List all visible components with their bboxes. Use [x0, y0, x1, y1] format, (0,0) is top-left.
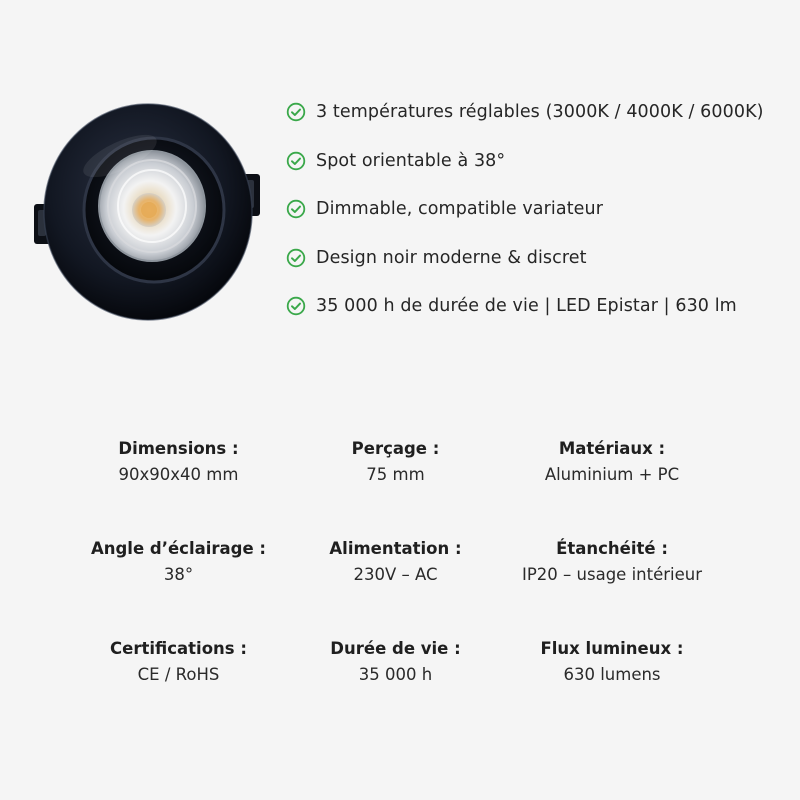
check-circle-icon	[286, 248, 306, 268]
spec-value: 90x90x40 mm	[118, 465, 239, 484]
spec-label: Étanchéité :	[556, 539, 668, 558]
spec-label: Durée de vie :	[330, 639, 461, 658]
spec-value: CE / RoHS	[137, 665, 220, 684]
feature-item	[286, 290, 786, 322]
specs-grid	[70, 436, 720, 736]
spec-dimensions	[70, 436, 287, 536]
check-circle-icon	[286, 199, 306, 219]
spec-power-supply	[287, 536, 504, 636]
spec-label: Certifications :	[110, 639, 247, 658]
check-circle-icon	[286, 151, 306, 171]
check-circle-icon	[286, 296, 306, 316]
spec-label: Perçage :	[351, 439, 440, 458]
spec-value: 35 000 h	[358, 665, 433, 684]
product-image	[28, 92, 268, 327]
feature-text: 35 000 h de durée de vie | LED Epistar | 630 lm	[316, 296, 737, 316]
spec-label: Matériaux :	[558, 439, 666, 458]
spec-beam-angle	[70, 536, 287, 636]
feature-item	[286, 242, 786, 274]
spec-value: 75 mm	[366, 465, 425, 484]
check-circle-icon	[286, 102, 306, 122]
spec-value: 38°	[163, 565, 194, 584]
spec-certifications	[70, 636, 287, 736]
spec-value: 230V – AC	[353, 565, 438, 584]
feature-item	[286, 96, 786, 128]
feature-item	[286, 193, 786, 225]
spec-materials	[504, 436, 720, 536]
spec-drilling	[287, 436, 504, 536]
spec-label: Flux lumineux :	[540, 639, 684, 658]
spec-value: Aluminium + PC	[544, 465, 680, 484]
spec-label: Alimentation :	[329, 539, 462, 558]
spec-waterproofing	[504, 536, 720, 636]
feature-text: 3 températures réglables (3000K / 4000K / 6000K)	[316, 102, 764, 122]
feature-item	[286, 145, 786, 177]
recessed-spotlight-illustration	[28, 92, 268, 327]
feature-text: Design noir moderne & discret	[316, 247, 587, 268]
feature-text: Spot orientable à 38°	[316, 150, 506, 171]
feature-list	[286, 96, 786, 339]
spec-value: IP20 – usage intérieur	[521, 565, 702, 584]
spec-label: Angle d’éclairage :	[90, 539, 267, 558]
spec-luminous-flux	[504, 636, 720, 736]
spec-lifespan	[287, 636, 504, 736]
feature-text: Dimmable, compatible variateur	[316, 199, 604, 219]
spec-label: Dimensions :	[118, 439, 239, 458]
spec-value: 630 lumens	[563, 665, 661, 684]
